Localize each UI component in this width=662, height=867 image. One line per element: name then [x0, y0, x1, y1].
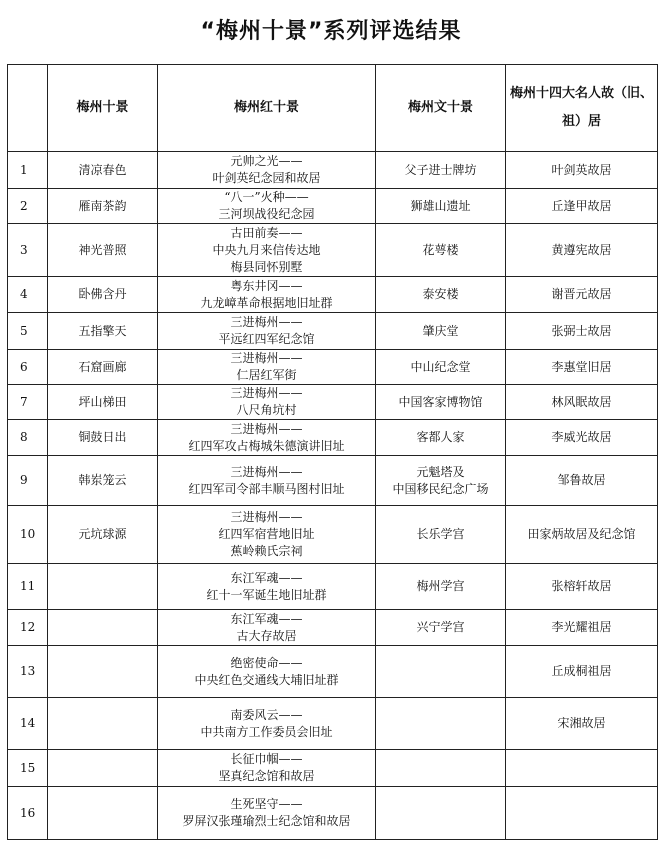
- ten-scenes-cell: 卧佛含丹: [48, 277, 158, 313]
- culture-scene-line: 花萼楼: [422, 242, 459, 257]
- red-scenes-cell: [158, 385, 376, 420]
- culture-scene-line: 泰安楼: [422, 287, 459, 301]
- red-scene-line: 罗屏汉张瑾瑜烈士纪念馆和故居: [182, 814, 351, 828]
- culture-scenes-cell: [376, 787, 506, 840]
- culture-scene-line: 肇庆堂: [422, 323, 459, 338]
- table-row: [8, 750, 658, 787]
- header-culture-scenes: 梅州文十景: [376, 65, 506, 152]
- celebrity-residence-cell: 张榕轩故居: [506, 564, 658, 610]
- row-number: 15: [8, 750, 48, 787]
- ten-scenes-cell: [48, 646, 158, 698]
- row-number: 5: [8, 313, 48, 350]
- ten-scenes-cell: [48, 698, 158, 750]
- red-scene-line: 三河坝战役纪念园: [218, 207, 315, 221]
- ten-scenes-cell: 雁南茶韵: [48, 189, 158, 224]
- red-scene-line: 三进梅州——: [230, 510, 303, 524]
- row-number: 4: [8, 277, 48, 313]
- culture-scenes-cell: [376, 564, 506, 610]
- culture-scene-line: 长乐学宫: [416, 527, 465, 541]
- celebrity-residence-cell: 谢晋元故居: [506, 277, 658, 313]
- row-number: 9: [8, 456, 48, 506]
- celebrity-residence-cell: 李威光故居: [506, 420, 658, 456]
- red-scene-line: 八尺角坑村: [236, 403, 297, 417]
- red-scenes-cell: [158, 189, 376, 224]
- row-number: 10: [8, 506, 48, 564]
- ten-scenes-cell: [48, 787, 158, 840]
- row-number: 12: [8, 610, 48, 646]
- red-scene-line: 蕉岭赖氏宗祠: [230, 544, 303, 558]
- red-scene-line: 长征巾帼——: [230, 752, 303, 766]
- table-row: [8, 189, 658, 224]
- results-table: [7, 64, 658, 840]
- red-scene-line: 九龙嶂革命根据地旧址群: [200, 295, 333, 310]
- row-number: 8: [8, 420, 48, 456]
- row-number: 1: [8, 152, 48, 189]
- ten-scenes-cell: 元坑球源: [48, 506, 158, 564]
- table-row: [8, 224, 658, 277]
- ten-scenes-cell: [48, 750, 158, 787]
- red-scenes-cell: [158, 313, 376, 350]
- red-scene-line: 叶剑英纪念园和故居: [212, 171, 321, 185]
- table-row: [8, 698, 658, 750]
- red-scenes-cell: [158, 564, 376, 610]
- celebrity-residence-cell: 丘成桐祖居: [506, 646, 658, 698]
- ten-scenes-cell: 韩岽笼云: [48, 456, 158, 506]
- red-scene-line: 东江军魂——: [230, 611, 303, 626]
- row-number: 16: [8, 787, 48, 840]
- row-number: 11: [8, 564, 48, 610]
- header-red-scenes: 梅州红十景: [158, 65, 376, 152]
- culture-scenes-cell: [376, 610, 506, 646]
- row-number: 14: [8, 698, 48, 750]
- celebrity-residence-cell: 宋湘故居: [506, 698, 658, 750]
- red-scene-line: 东江军魂——: [230, 570, 303, 585]
- celebrity-residence-cell: [506, 787, 658, 840]
- celebrity-residence-cell: 叶剑英故居: [506, 152, 658, 189]
- ten-scenes-cell: 神光普照: [48, 224, 158, 277]
- table-row: [8, 350, 658, 385]
- culture-scenes-cell: [376, 456, 506, 506]
- red-scenes-cell: [158, 224, 376, 277]
- red-scene-line: 红四军宿营地旧址: [218, 527, 315, 541]
- culture-scenes-cell: [376, 224, 506, 277]
- table-row: [8, 787, 658, 840]
- row-number: 13: [8, 646, 48, 698]
- red-scenes-cell: [158, 456, 376, 506]
- culture-scene-line: 梅州学宫: [416, 579, 465, 593]
- culture-scenes-cell: [376, 506, 506, 564]
- culture-scene-line: 元魁塔及: [416, 464, 465, 479]
- culture-scenes-cell: [376, 385, 506, 420]
- header-row: [8, 65, 658, 152]
- red-scenes-cell: [158, 506, 376, 564]
- red-scene-line: 红四军司令部丰顺马图村旧址: [188, 481, 345, 496]
- culture-scenes-cell: [376, 313, 506, 350]
- red-scene-line: 三进梅州——: [230, 386, 303, 400]
- red-scene-line: 三进梅州——: [230, 421, 303, 436]
- culture-scenes-cell: [376, 277, 506, 313]
- culture-scene-line: 父子进士牌坊: [404, 162, 477, 177]
- culture-scenes-cell: [376, 350, 506, 385]
- red-scene-line: 南委风云——: [230, 707, 303, 722]
- culture-scene-line: 中国移民纪念广场: [392, 481, 489, 496]
- ten-scenes-cell: [48, 610, 158, 646]
- ten-scenes-cell: [48, 564, 158, 610]
- red-scene-line: 古田前奏——: [230, 225, 303, 240]
- red-scenes-cell: [158, 420, 376, 456]
- culture-scenes-cell: [376, 646, 506, 698]
- red-scene-line: 生死坚守——: [230, 797, 303, 811]
- header-ten-scenes: 梅州十景: [48, 65, 158, 152]
- celebrity-residence-cell: 李惠堂旧居: [506, 350, 658, 385]
- red-scene-line: 红四军攻占梅城朱德演讲旧址: [188, 438, 345, 453]
- culture-scenes-cell: [376, 189, 506, 224]
- red-scenes-cell: [158, 277, 376, 313]
- red-scene-line: 红十一军诞生地旧址群: [206, 587, 327, 602]
- culture-scenes-cell: [376, 152, 506, 189]
- celebrity-residence-cell: 黄遵宪故居: [506, 224, 658, 277]
- table-row: [8, 564, 658, 610]
- table-row: [8, 506, 658, 564]
- red-scenes-cell: [158, 698, 376, 750]
- red-scene-line: 梅县同怀别墅: [230, 259, 303, 274]
- celebrity-residence-cell: 邹鲁故居: [506, 456, 658, 506]
- row-number: 2: [8, 189, 48, 224]
- ten-scenes-cell: 清凉春色: [48, 152, 158, 189]
- celebrity-residence-cell: 林风眠故居: [506, 385, 658, 420]
- culture-scenes-cell: [376, 750, 506, 787]
- red-scenes-cell: [158, 646, 376, 698]
- red-scene-line: 中央九月来信传达地: [212, 242, 321, 257]
- red-scene-line: “八一”火种——: [224, 190, 309, 204]
- red-scene-line: 中央红色交通线大埔旧址群: [194, 672, 339, 687]
- red-scenes-cell: [158, 750, 376, 787]
- celebrity-residence-cell: 张弼士故居: [506, 313, 658, 350]
- table-row: [8, 646, 658, 698]
- red-scene-line: 元帅之光——: [230, 154, 303, 168]
- table-row: [8, 152, 658, 189]
- culture-scene-line: 客都人家: [416, 430, 465, 444]
- ten-scenes-cell: 五指擎天: [48, 313, 158, 350]
- red-scenes-cell: [158, 152, 376, 189]
- header-index: [8, 65, 48, 152]
- row-number: 6: [8, 350, 48, 385]
- red-scenes-cell: [158, 610, 376, 646]
- culture-scenes-cell: [376, 420, 506, 456]
- table-row: [8, 610, 658, 646]
- culture-scenes-cell: [376, 698, 506, 750]
- culture-scene-line: 兴宁学宫: [416, 620, 465, 634]
- table-row: [8, 313, 658, 350]
- celebrity-residence-cell: 丘逢甲故居: [506, 189, 658, 224]
- page-title: “梅州十景”系列评选结果: [200, 19, 462, 44]
- red-scene-line: 古大存故居: [236, 628, 297, 643]
- row-number: 7: [8, 385, 48, 420]
- row-number: 3: [8, 224, 48, 277]
- red-scene-line: 粤东井冈——: [230, 278, 303, 293]
- red-scenes-cell: [158, 350, 376, 385]
- ten-scenes-cell: 坪山梯田: [48, 385, 158, 420]
- culture-scene-line: 狮雄山遗址: [410, 198, 471, 213]
- red-scene-line: 中共南方工作委员会旧址: [200, 724, 333, 739]
- red-scene-line: 仁居红军街: [236, 368, 297, 382]
- red-scene-line: 三进梅州——: [230, 351, 303, 365]
- red-scene-line: 绝密使命——: [230, 655, 303, 670]
- celebrity-residence-cell: [506, 750, 658, 787]
- header-celebrities: 梅州十四大名人故（旧、祖）居: [506, 65, 658, 152]
- red-scene-line: 三进梅州——: [230, 315, 303, 329]
- table-row: [8, 277, 658, 313]
- table-row: [8, 385, 658, 420]
- red-scene-line: 三进梅州——: [230, 464, 303, 479]
- culture-scene-line: 中山纪念堂: [410, 359, 471, 374]
- culture-scene-line: 中国客家博物馆: [398, 394, 483, 409]
- table-row: [8, 420, 658, 456]
- ten-scenes-cell: 铜鼓日出: [48, 420, 158, 456]
- table-row: [8, 456, 658, 506]
- celebrity-residence-cell: 田家炳故居及纪念馆: [506, 506, 658, 564]
- table-body: [8, 152, 658, 840]
- red-scene-line: 坚真纪念馆和故居: [218, 769, 315, 783]
- red-scene-line: 平远红四军纪念馆: [218, 332, 315, 346]
- celebrity-residence-cell: 李光耀祖居: [506, 610, 658, 646]
- red-scenes-cell: [158, 787, 376, 840]
- ten-scenes-cell: 石窟画廊: [48, 350, 158, 385]
